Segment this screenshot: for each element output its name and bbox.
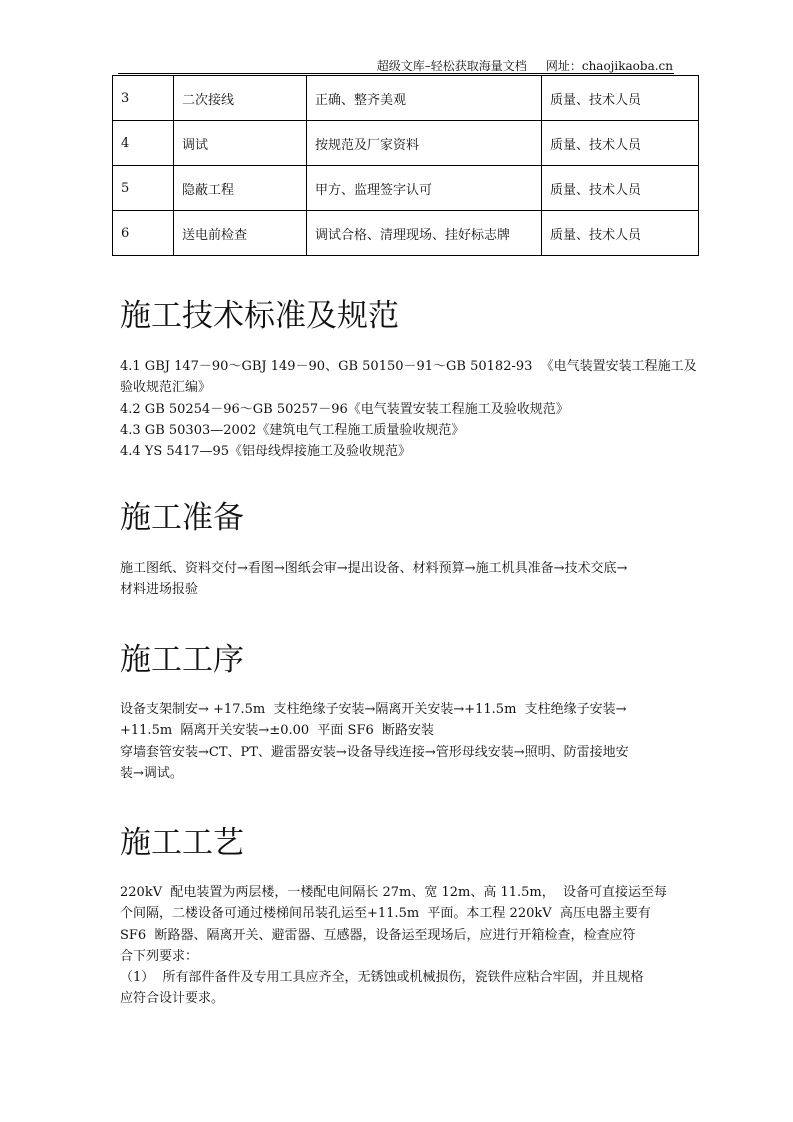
text-line: 穿墙套管安装→CT、PT、避雷器安装→设备导线连接→管形母线安装→照明、防雷接地安 (120, 744, 629, 760)
text-line: 220kV 配电装置为两层楼，一楼配电间隔长 27m、宽 12m、高 11.5m， 设备可直接运至每 (120, 885, 668, 900)
text-line: 应符合设计要求。 (120, 991, 225, 1007)
table-cell: 6 (113, 211, 174, 256)
text-line: 4.2 GB 50254－96～GB 50257－96《电气装置安装工程施工及验收规范》 (120, 401, 569, 417)
text-line: 4.1 GBJ 147－90～GBJ 149－90、GB 50150－91～GB 50182-93 《电气装置安装工程施工及 (120, 359, 697, 374)
text-line: 4.4 YS 5417—95《铝母线焊接施工及验收规范》 (120, 444, 412, 460)
text-line: 合下列要求： (120, 948, 199, 964)
text-line: 施工图纸、资料交付→看图→图纸会审→提出设备、材料预算→施工机具准备→技术交底→ (120, 561, 628, 576)
table-row (113, 76, 699, 121)
table-cell: 调试合格、清理现场、挂好标志牌 (307, 211, 542, 256)
text-line: 设备支架制安→ +17.5m 支柱绝缘子安装→隔离开关安装→+11.5m 支柱绝缘子安装→ (120, 702, 627, 717)
section-title: 施工工艺 (120, 825, 244, 861)
text-line: 材料进场报验 (120, 582, 199, 598)
text-line: SF6 断路器、隔离开关、避雷器、互感器，设备运至现场后，应进行开箱检查，检查应符 (120, 927, 636, 943)
table-cell: 质量、技术人员 (542, 166, 699, 211)
inspection-table (112, 75, 699, 256)
text-line: 4.3 GB 50303—2002《建筑电气工程施工质量验收规范》 (120, 422, 465, 438)
page-header: 超级文库–轻松获取海量文档 网址：chaojikaoba.cn (376, 59, 673, 73)
section-body (120, 882, 680, 1010)
table-row (113, 211, 699, 256)
table-row (113, 166, 699, 211)
table-cell: 调试 (174, 121, 307, 166)
section-body (120, 558, 680, 601)
text-line: 个间隔，二楼设备可通过楼梯间吊装孔运至+11.5m 平面。本工程 220kV 高压电器主要有 (120, 906, 651, 922)
text-line: +11.5m 隔离开关安装→±0.00 平面 SF6 断路安装 (120, 723, 435, 739)
header-divider (118, 73, 674, 74)
section-title: 施工技术标准及规范 (120, 298, 399, 334)
section-title: 施工准备 (120, 500, 244, 536)
table-cell: 甲方、监理签字认可 (307, 166, 542, 211)
section-body (120, 356, 697, 462)
table-cell: 3 (113, 76, 174, 121)
table-row (113, 121, 699, 166)
table-cell: 送电前检查 (174, 211, 307, 256)
section-title: 施工工序 (120, 642, 244, 678)
text-line: （1） 所有部件备件及专用工具应齐全，无锈蚀或机械损伤，瓷铁件应粘合牢固，并且规格 (120, 970, 644, 986)
table-cell: 5 (113, 166, 174, 211)
text-line: 装→调试。 (120, 765, 183, 781)
table-cell: 4 (113, 121, 174, 166)
table-cell: 质量、技术人员 (542, 76, 699, 121)
table-cell: 隐蔽工程 (174, 166, 307, 211)
table-cell: 正确、整齐美观 (307, 76, 542, 121)
section-body (120, 699, 680, 784)
table-cell: 按规范及厂家资料 (307, 121, 542, 166)
table-cell: 质量、技术人员 (542, 211, 699, 256)
text-line: 验收规范汇编》 (120, 380, 212, 396)
table-cell: 质量、技术人员 (542, 121, 699, 166)
table-cell: 二次接线 (174, 76, 307, 121)
